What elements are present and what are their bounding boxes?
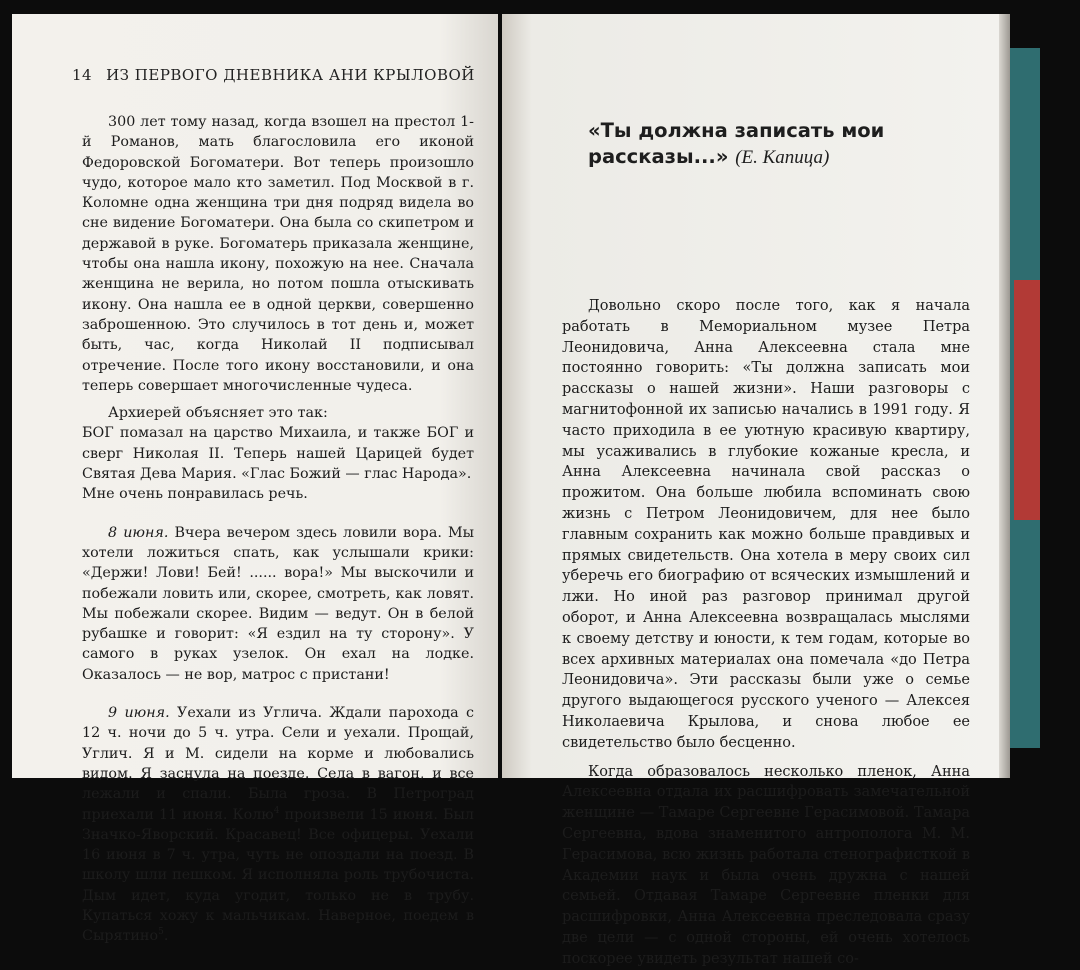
left-page-body	[82, 112, 474, 947]
diary-entry-june-9	[82, 703, 474, 947]
entry-text: Уехали из Углича. Ждали парохода с 12 ч. ночи до 5 ч. утра. Сели и уехали. Прощай, Углич. Я и М. сидели на корме и любовались видом. Я заснула на поезде. Села в вагон, и все лежали и спали. Была гроза. В Петроград приехали 11 июня. Колю	[82, 705, 474, 823]
chapter-author: (Е. Капица)	[735, 147, 830, 168]
paragraph-bishop: Архиерей объясняет это так:	[108, 405, 328, 422]
entry-date: 9 июня.	[108, 705, 170, 722]
book-cover-red-band	[1014, 280, 1040, 520]
left-page	[12, 14, 498, 945]
paragraph-memoir-intro: Довольно скоро после того, как я начала работать в Мемориальном музее Петра Леонидовича, Анна Алексеевна стала мне постоянно говорить: «Ты должна записать мои рассказы о нашей жизни». Наши разговоры с магнитофонной их записью начались в 1991 году. Я часто приходила в ее уютную красивую квартиру, мы усаживались в глубокие кожаные кресла, и Анна Алексеевна начинала свой рассказ о прожитом. Она больше любила вспоминать свою жизнь с Петром Леонидовичем, для нее было главным сохранить как можно больше правдивых и прямых свидетельств. Она хотела в меру своих сил уберечь его биографию от всяческих измышлений и лжи. Но иной раз разговор принимал другой оборот, и Анна Алексеевна возвращалась мыслями к своему детству и юности, к тем годам, которые во всех архивных материалах она помечала «до Петра Леонидовича». Эти рассказы были уже о семье другого выдающегося русского ученого — Алексея Николаевича Крылова, и снова любое ее свидетельство было бесценно.	[562, 298, 970, 751]
paragraph-god-anointed: БОГ помазал на царство Михаила, и также БОГ и сверг Николая II. Теперь нашей Царицей будет Святая Дева Мария. «Глас Божий — глас Народа».	[82, 425, 474, 483]
chapter-title-text: «Ты должна записать мои рассказы...»	[588, 119, 885, 168]
right-page	[502, 14, 999, 967]
entry-text: Вчера вечером здесь ловили вора. Мы хотели ложиться спать, как услышали крики: «Держи! Лови! Бей! ...... вора!» Мы выскочили и побежали ловить или, скорее, смотреть, как ловят. Мы побежали скорее. Видим — ведут. Он в белой рубашке и говорит: «Я ездил на ту сторону». У самого в руках узелок. Он ехал на лодке. Оказалось — не вор, матрос с пристани!	[82, 524, 474, 683]
page-number: 14	[72, 66, 93, 84]
book-cover-edge	[999, 14, 1010, 778]
footnote-marker[interactable]: 5	[158, 927, 164, 938]
running-head-title: ИЗ ПЕРВОГО ДНЕВНИКА АНИ КРЫЛОВОЙ	[106, 66, 475, 84]
entry-text: произвели 15 июня. Был Значко-Яворский. Красавец! Все офицеры. Уехали 16 июня в 7 ч. утра, чуть не опоздали на поезд. В школу шли пешком. Я исполняла роль трубочиста. Дым идет, куда угодит, только не в трубу. Купаться хожу к мальчикам. Наверное, поедем в Сырятино	[82, 806, 474, 945]
footnote-marker[interactable]: 4	[273, 805, 280, 816]
entry-date: 8 июня.	[108, 524, 169, 541]
paragraph-icon-story: 300 лет тому назад, когда взошел на престол 1-й Романов, мать благословила его иконой Федоровской Богоматери. Вот теперь произошло чудо, которое мало кто заметил. Под Москвой в г. Коломне одна женщина три дня подряд видела во сне видение Богоматери. Она была со скипетром и державой в руке. Богоматерь приказала женщине, чтобы она нашла икону, похожую на нее. Сначала женщина не верила, но потом пошла отыскивать икону. Она нашла ее в одной церкви, совершенно заброшенною. Это случилось в тот день и, может быть, час, когда Николай II подписывал отречение. После того икону восстановили, и она теперь совершает многочисленные чудеса.	[82, 114, 474, 394]
paragraph-speech: Мне очень понравилась речь.	[82, 486, 308, 503]
right-page-body	[562, 296, 970, 970]
diary-entry-june-8	[82, 523, 474, 685]
paragraph-transcription: Когда образовалось несколько пленок, Анна Алексеевна отдала их расшифровать замечательной женщине — Тамаре Сергеевне Герасимовой. Тамара Сергеевна, вдова знаменитого антрополога М. М. Герасимова, всю жизнь работала стенографисткой в Академии наук и была очень дружна с нашей семьей. Отдавая Тамаре Сергеевне пленки для расшифровки, Анна Алексеевна преследовала сразу две цели — с одной стороны, ей очень хотелось поскорее увидеть результат нашей со-	[562, 763, 970, 967]
running-head	[72, 66, 475, 84]
chapter-title	[588, 118, 948, 171]
entry-text: .	[163, 928, 169, 945]
